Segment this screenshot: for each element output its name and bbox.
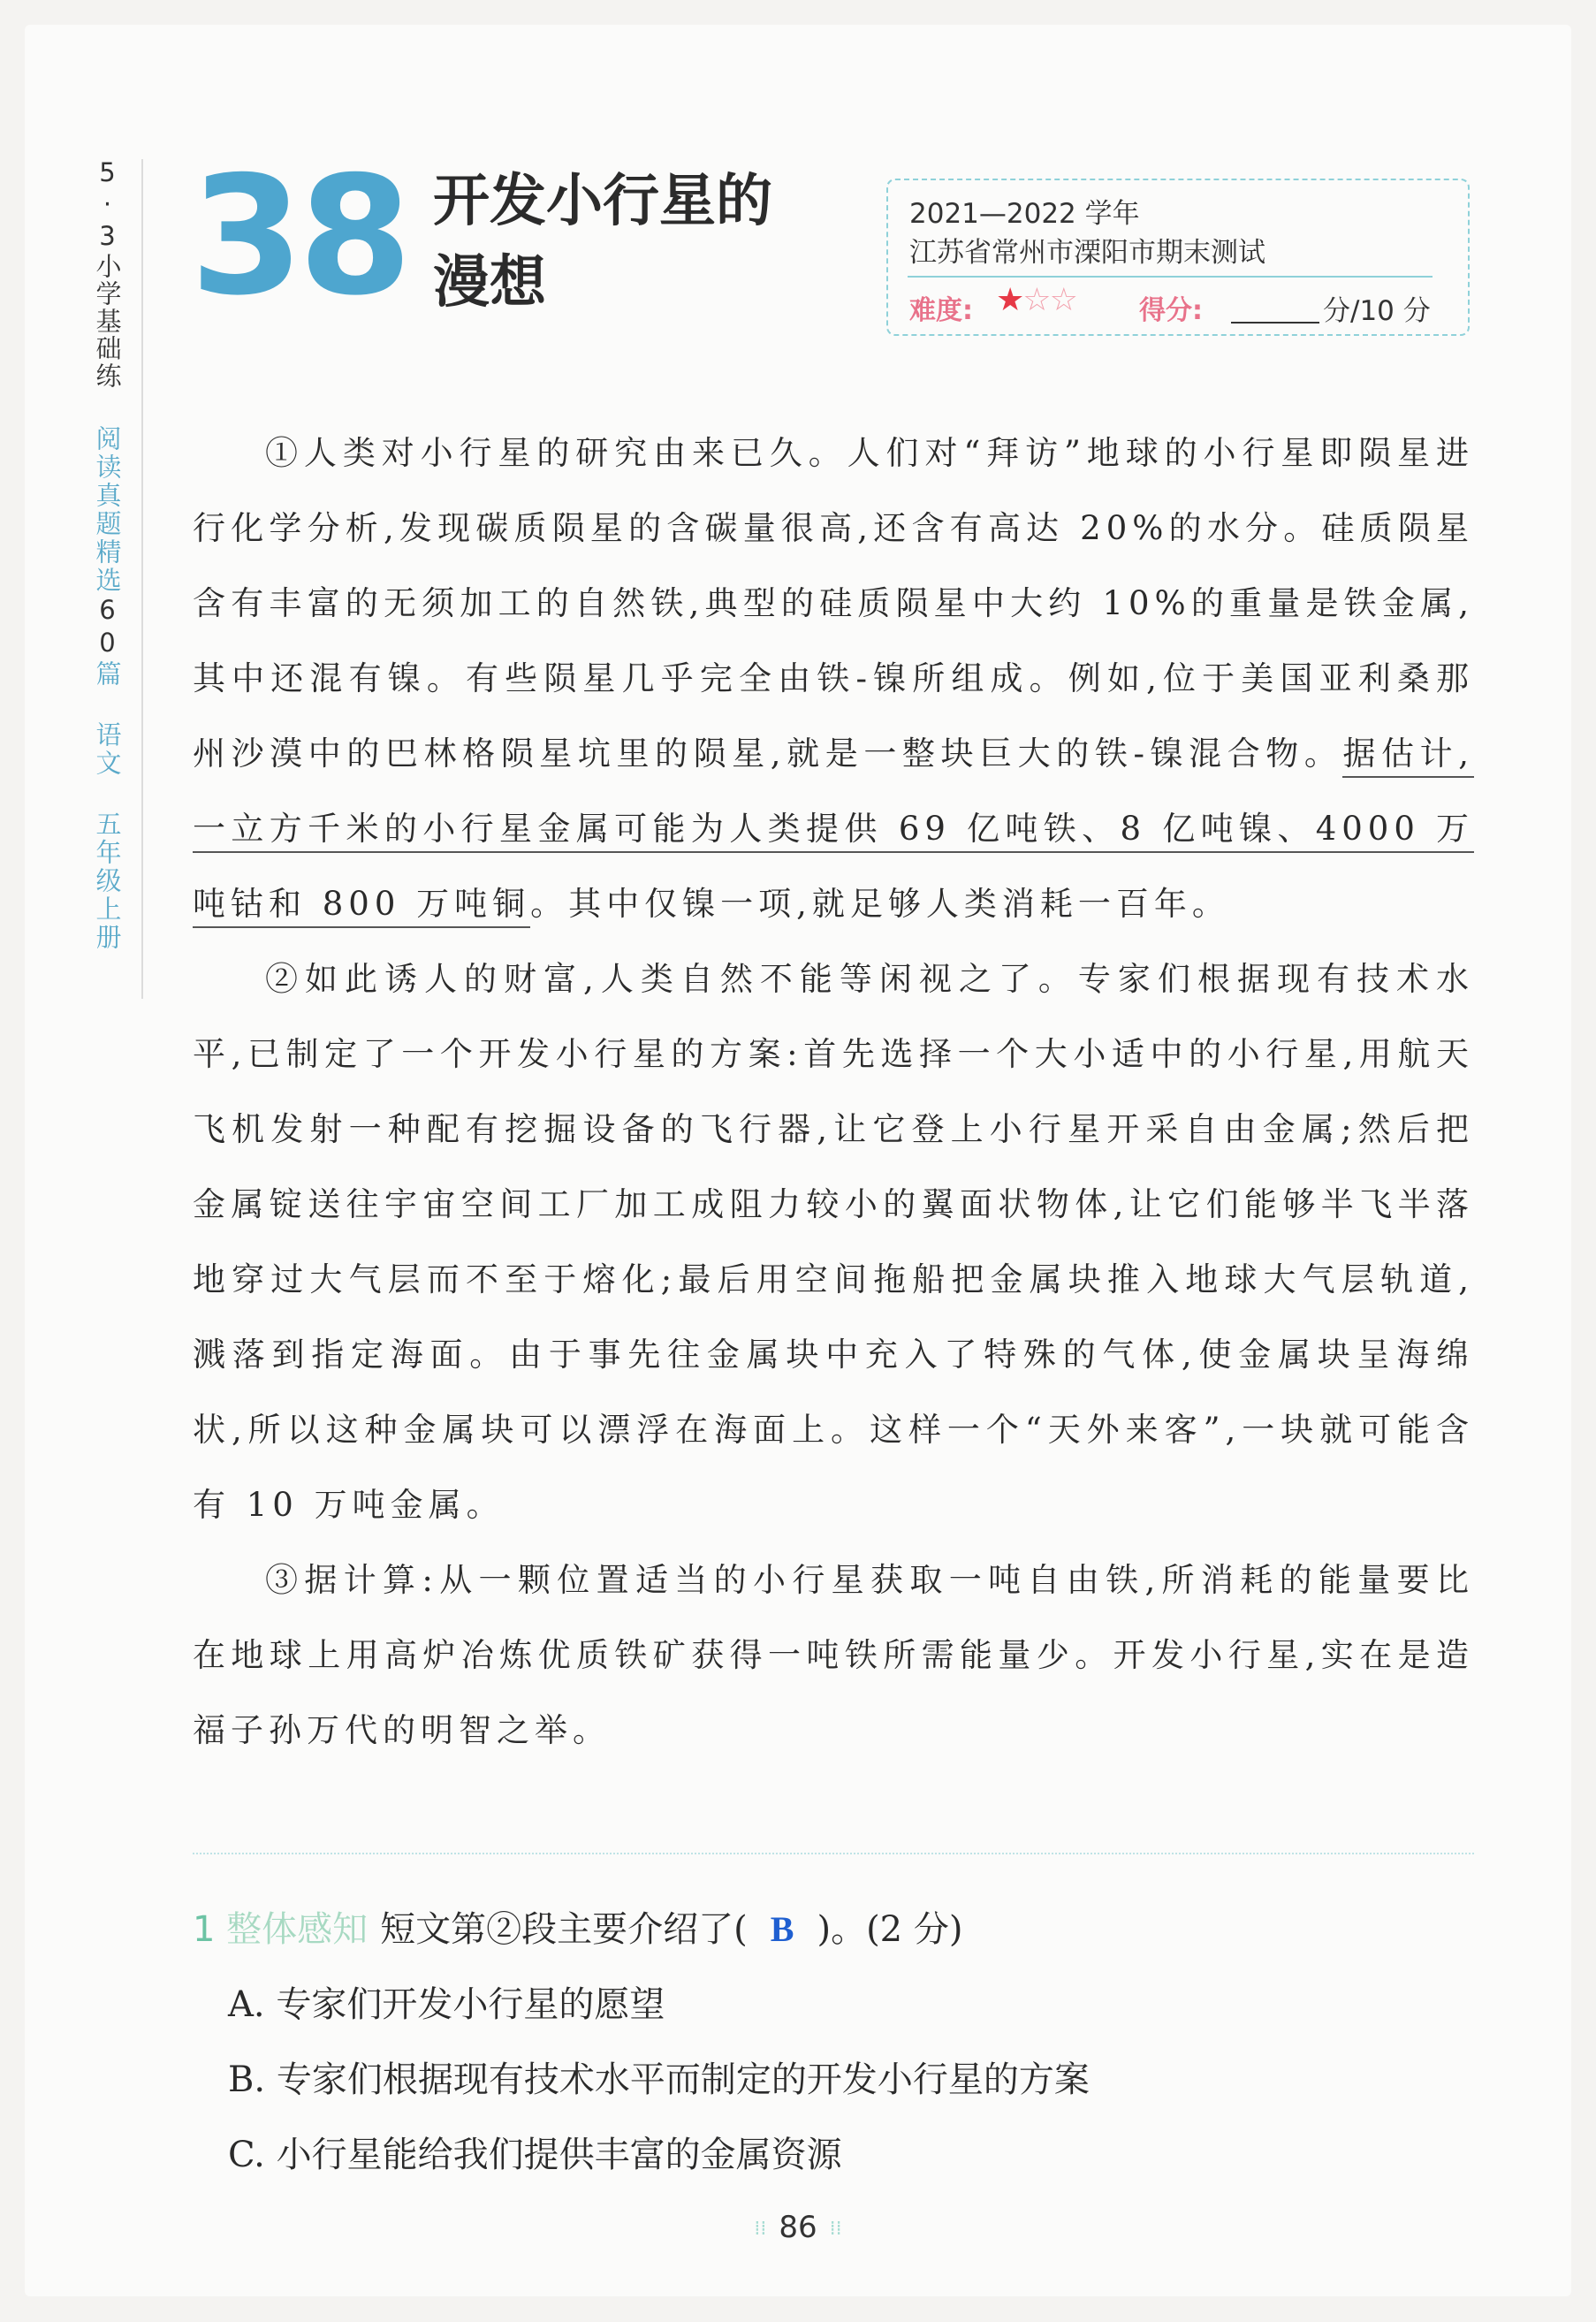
paragraph-3: ③据计算:从一颗位置适当的小行星获取一吨自由铁,所消耗的能量要比在地球上用高炉冶炼优质铁矿获得一吨铁所需能量少。开发小行星,实在是造福子孙万代的明智之举。: [193, 1561, 1474, 1749]
dots-right-icon: ⁞⁞: [829, 2218, 842, 2240]
book-count: 60: [92, 595, 123, 660]
section-divider: [193, 1853, 1474, 1854]
star-filled-icon: ★: [996, 282, 1023, 318]
option-b[interactable]: B. 专家们根据现有技术水平而制定的开发小行星的方案: [228, 2059, 1090, 2100]
score-label: 得分:: [1139, 295, 1203, 326]
difficulty-label: 难度:: [909, 295, 973, 326]
lesson-title: 开发小行星的 漫想: [433, 169, 772, 316]
option-a[interactable]: A. 专家们开发小行星的愿望: [228, 1984, 665, 2025]
difficulty-stars: [996, 282, 1076, 318]
question-tag: 整体感知: [226, 1909, 369, 1950]
star-empty-icon: ☆: [1049, 282, 1076, 318]
paragraph-2: ②如此诱人的财富,人类自然不能等闲视之了。专家们根据现有技术水平,已制定了一个开发小行星的方案:首先选择一个大小适中的小行星,用航天飞机发射一种配有挖掘设备的飞行器,让它登上小行星开采自由金属;然后把金属锭送往宇宙空间工厂加工成阻力较小的翼面状物体,让它们能够半飞半落地穿过大气层而不至于熔化;最后用空间拖船把金属块推入地球大气层轨道,溅落到指定海面。由于事先往金属块中充入了特殊的气体,使金属块呈海绵状,所以这种金属块可以漂浮在海面上。这样一个“天外来客”,一块就可能含有 10 万吨金属。: [193, 960, 1474, 1524]
score-blank[interactable]: [1231, 322, 1319, 324]
series-name: 5·3小学基础练: [92, 157, 123, 390]
info-divider: [908, 276, 1433, 278]
lesson-number: 38: [190, 141, 407, 331]
option-c[interactable]: C. 小行星能给我们提供丰富的金属资源: [228, 2135, 842, 2175]
side-divider: [141, 159, 143, 999]
dots-left-icon: ⁞⁞: [754, 2218, 767, 2240]
book-name: 阅读真题精选60篇 语文 五年级上册: [92, 425, 123, 952]
reading-passage: [193, 415, 1474, 1768]
underlined-sentence: 据估计,一立方千米的小行星金属可能为人类提供 69 亿吨铁、8 亿吨镍、4000 万吨钴和 800 万吨铜: [193, 735, 1474, 928]
test-source: 江苏省常州市溧阳市期末测试: [909, 237, 1265, 269]
question-number: 1: [193, 1909, 216, 1950]
answer-mark[interactable]: B: [770, 1909, 794, 1949]
side-strip: [75, 157, 139, 952]
star-empty-icon: ☆: [1022, 282, 1050, 318]
question-stem: 1 整体感知 短文第②段主要介绍了( B )。(2 分): [193, 1909, 963, 1950]
source-info-box: [886, 179, 1470, 336]
question-1: [193, 1892, 1474, 2193]
page-number: ⁞⁞ 86 ⁞⁞: [754, 2210, 842, 2245]
paragraph-1: ①人类对小行星的研究由来已久。人们对“拜访”地球的小行星即陨星进行化学分析,发现碳质陨星的含碳量很高,还含有高达 20%的水分。硅质陨星含有丰富的无须加工的自然铁,典型的硅质陨星中大约 10%的重量是铁金属,其中还混有镍。有些陨星几乎完全由铁-镍所组成。例如,位于美国亚利桑那州沙漠中的巴林格陨星坑里的陨星,就是一整块巨大的铁-镍混合物。据估计,一立方千米的小行星金属可能为人类提供 69 亿吨铁、8 亿吨镍、4000 万吨钴和 800 万吨铜。其中仅镍一项,就足够人类消耗一百年。: [193, 415, 1474, 941]
score-total: 分/10 分: [1323, 295, 1431, 327]
school-year: 2021—2022 学年: [909, 198, 1140, 230]
